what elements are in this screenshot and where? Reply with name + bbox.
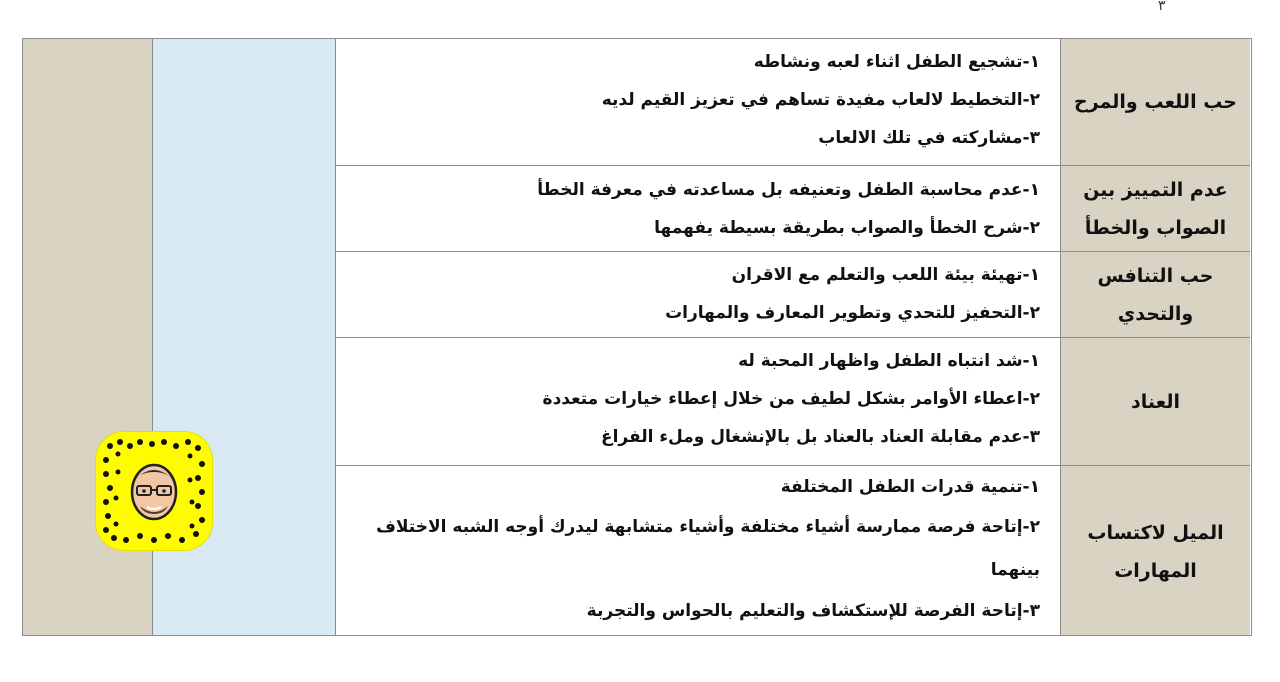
list-item: ١-تشجيع الطفل اثناء لعبه ونشاطه bbox=[753, 52, 1040, 72]
list-item: ٣-عدم مقابلة العناد بالعناد بل بالإنشغال وملء الفراغ bbox=[600, 427, 1040, 447]
list-item: ٢-إتاحة فرصة ممارسة أشياء مختلفة وأشياء متشابهة ليدرك أوجه الشبه الاختلاف بينهما bbox=[376, 517, 1040, 580]
row-heading: العناد bbox=[1061, 338, 1250, 466]
table-row bbox=[336, 466, 1060, 637]
row-heading: الميل لاكتساب المهارات bbox=[1087, 521, 1224, 582]
table-row bbox=[336, 252, 1060, 338]
table-row bbox=[336, 39, 1060, 166]
content-column bbox=[336, 39, 1060, 635]
row-heading: حب التنافس والتحدي bbox=[1061, 252, 1250, 338]
list-item: ١-شد انتباه الطفل واظهار المحبة له bbox=[738, 351, 1040, 371]
table-row bbox=[336, 338, 1060, 466]
list-item: ١-عدم محاسبة الطفل وتعنيفه بل مساعدته في معرفة الخطأ bbox=[537, 180, 1040, 200]
snapcode-icon bbox=[96, 432, 212, 550]
snapcode-dots bbox=[96, 432, 212, 550]
topic-column bbox=[1060, 39, 1250, 635]
list-item: ٣-مشاركته في تلك الالعاب bbox=[818, 128, 1040, 148]
list-item: ١-تنمية قدرات الطفل المختلفة bbox=[780, 477, 1040, 497]
row-heading: حب اللعب والمرح bbox=[1061, 39, 1250, 166]
list-item: ٢-التحفيز للتحدي وتطوير المعارف والمهارات bbox=[665, 303, 1040, 323]
table-row bbox=[336, 166, 1060, 252]
list-item: ٢-شرح الخطأ والصواب بطريقة بسيطة يفهمها bbox=[654, 218, 1040, 238]
list-item: ٢-اعطاء الأوامر بشكل لطيف من خلال إعطاء خيارات متعددة bbox=[542, 389, 1040, 409]
page-number: ٣ bbox=[1158, 0, 1166, 14]
avatar bbox=[132, 465, 176, 519]
list-item: ١-تهيئة بيئة اللعب والتعلم مع الاقران bbox=[731, 265, 1040, 285]
row-heading: عدم التمييز بين الصواب والخطأ bbox=[1061, 166, 1250, 252]
list-item: ٣-إتاحة الفرصة للإستكشاف والتعليم بالحواس والتجربة bbox=[586, 601, 1040, 621]
list-item: ٢-التخطيط لالعاب مفيدة تساهم في تعزيز القيم لديه bbox=[601, 90, 1040, 110]
